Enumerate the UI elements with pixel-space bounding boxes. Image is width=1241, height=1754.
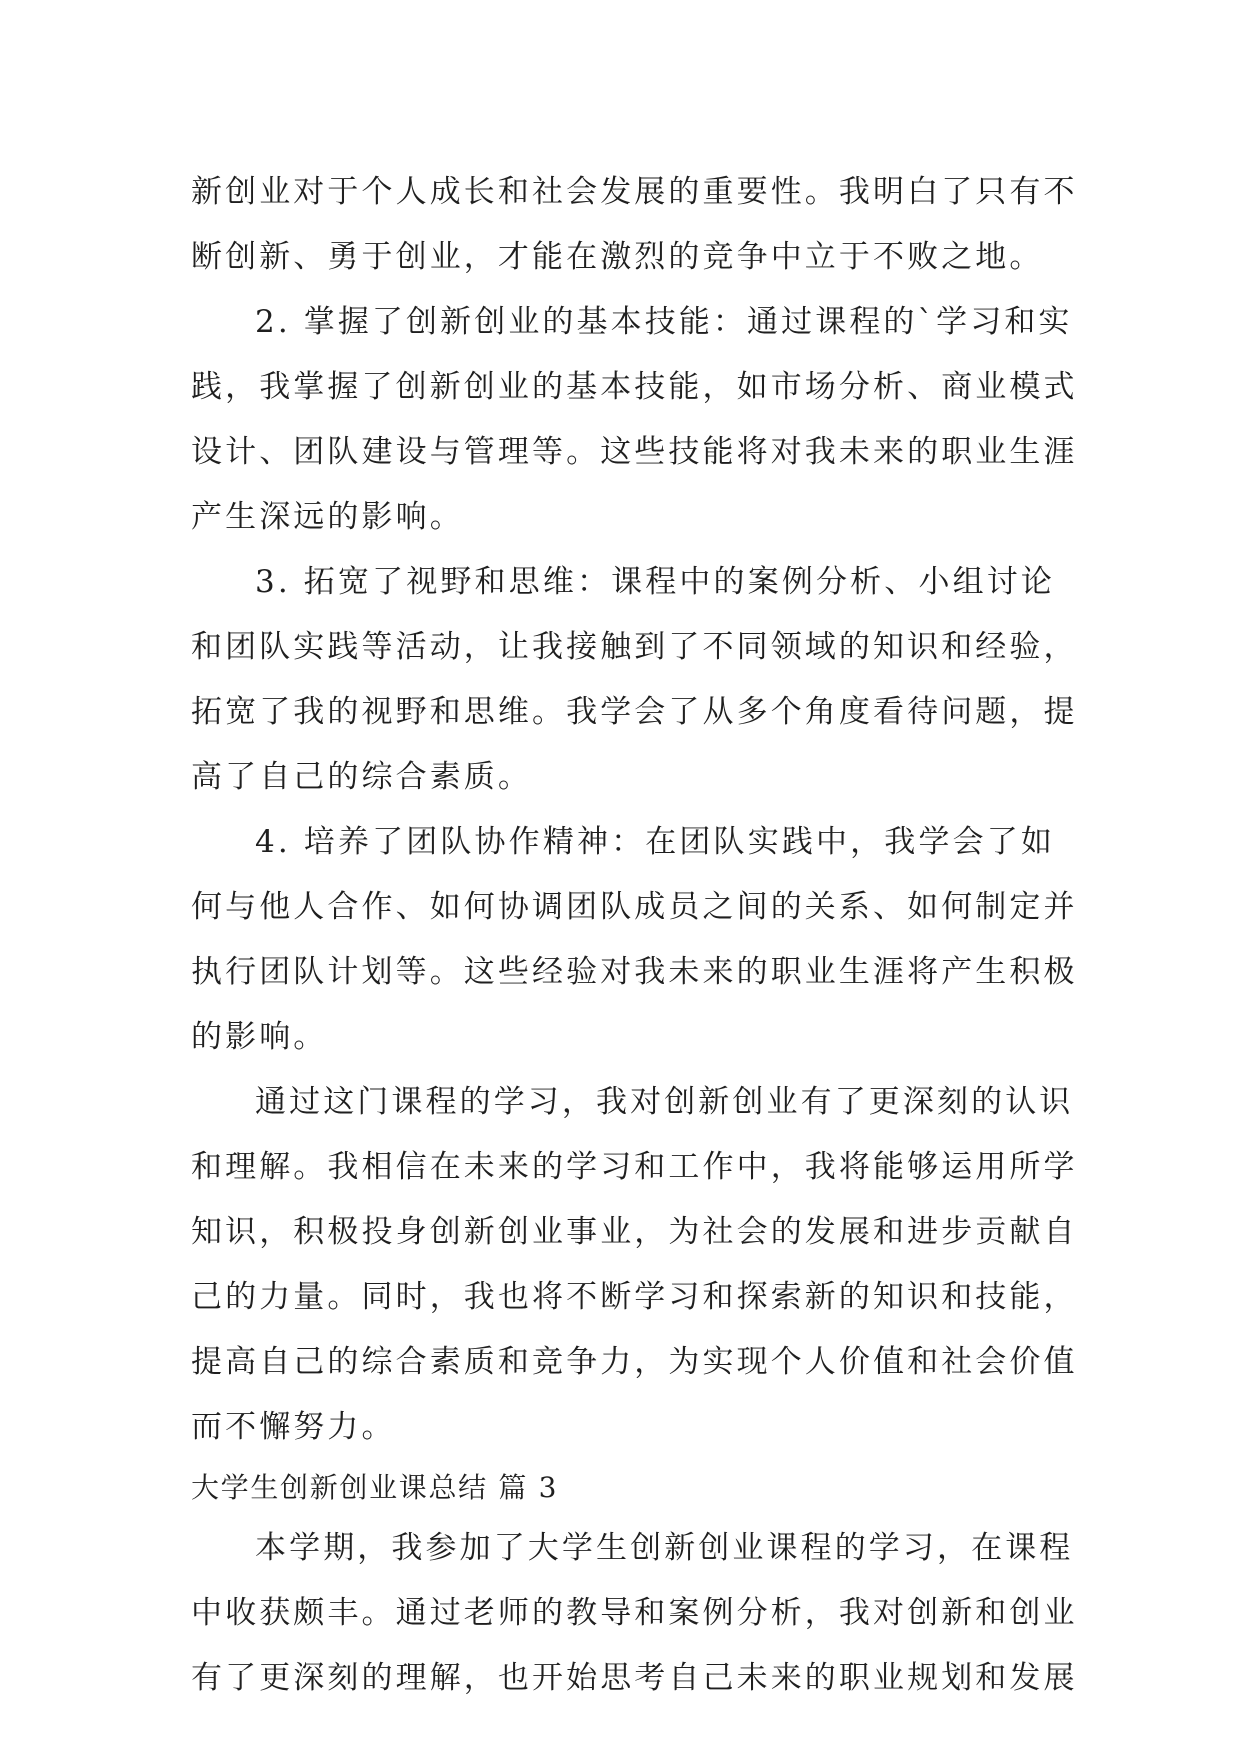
text-line: 的影响。 — [191, 1019, 328, 1055]
text-line: 3. 拓宽了视野和思维：课程中的案例分析、小组讨论 — [255, 564, 1055, 600]
text-line: 何与他人合作、如何协调团队成员之间的关系、如何制定并 — [191, 889, 1078, 925]
text-line: 和理解。我相信在未来的学习和工作中，我将能够运用所学 — [191, 1149, 1078, 1185]
document-body — [191, 160, 1078, 1711]
text-line: 中收获颇丰。通过老师的教导和案例分析，我对创新和创业 — [191, 1595, 1078, 1631]
text-line: 拓宽了我的视野和思维。我学会了从多个角度看待问题，提 — [191, 694, 1078, 730]
text-line: 和团队实践等活动，让我接触到了不同领域的知识和经验， — [191, 629, 1078, 665]
text-line: 践，我掌握了创新创业的基本技能，如市场分析、商业模式 — [191, 369, 1078, 405]
text-line: 通过这门课程的学习，我对创新创业有了更深刻的认识 — [255, 1084, 1074, 1120]
text-line: 有了更深刻的理解，也开始思考自己未来的职业规划和发展 — [191, 1660, 1078, 1696]
text-line: 产生深远的影响。 — [191, 499, 464, 535]
text-line: 4. 培养了团队协作精神：在团队实践中，我学会了如 — [255, 824, 1055, 860]
text-line: 而不懈努力。 — [191, 1409, 396, 1445]
text-line: 设计、团队建设与管理等。这些技能将对我未来的职业生涯 — [191, 434, 1078, 470]
text-block-before-heading — [191, 160, 1078, 1460]
text-line: 提高自己的综合素质和竞争力，为实现个人价值和社会价值 — [191, 1344, 1078, 1380]
section-heading: 大学生创新创业课总结 篇 3 — [191, 1471, 559, 1504]
text-line: 知识，积极投身创新创业事业，为社会的发展和进步贡献自 — [191, 1214, 1078, 1250]
text-line: 新创业对于个人成长和社会发展的重要性。我明白了只有不 — [191, 174, 1078, 210]
text-line: 2. 掌握了创新创业的基本技能：通过课程的`学习和实 — [255, 304, 1073, 340]
text-line: 断创新、勇于创业，才能在激烈的竞争中立于不败之地。 — [191, 239, 1044, 275]
text-line: 高了自己的综合素质。 — [191, 759, 532, 795]
text-line: 己的力量。同时，我也将不断学习和探索新的知识和技能， — [191, 1279, 1078, 1315]
text-line: 执行团队计划等。这些经验对我未来的职业生涯将产生积极 — [191, 954, 1078, 990]
text-block-after-heading — [191, 1516, 1078, 1711]
text-line: 本学期，我参加了大学生创新创业课程的学习，在课程 — [255, 1530, 1074, 1566]
